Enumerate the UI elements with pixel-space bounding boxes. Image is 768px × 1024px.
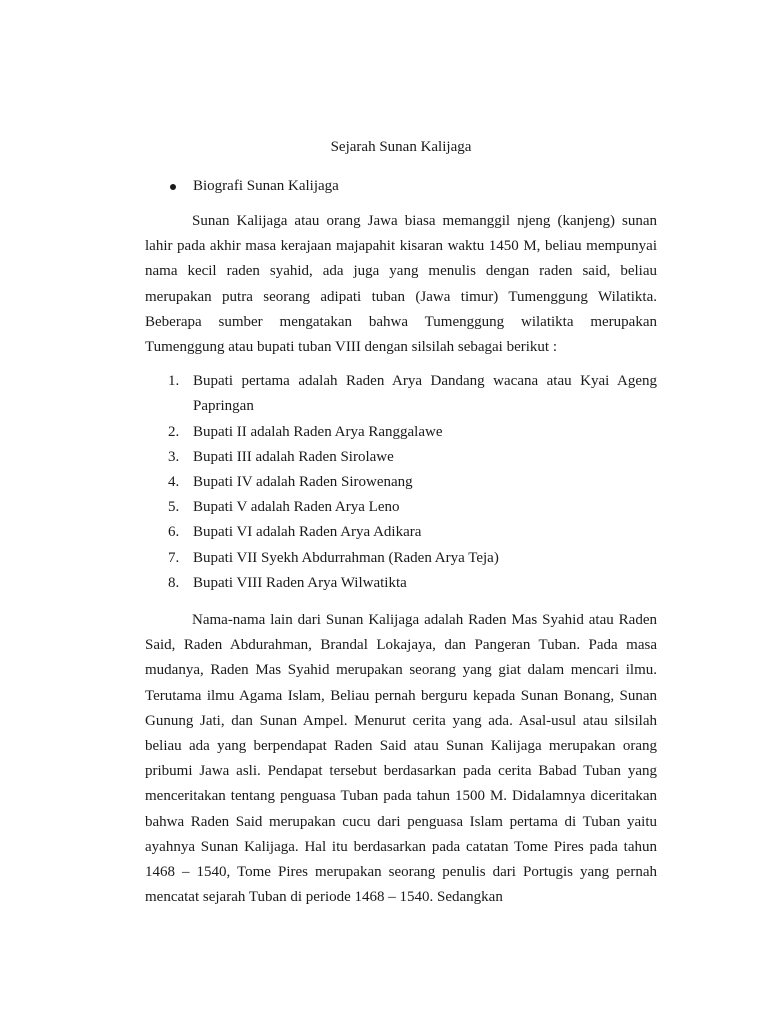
list-number: 1.: [168, 373, 180, 390]
list-item: [145, 369, 657, 419]
paragraph-names: Nama-nama lain dari Sunan Kalijaga adalah Raden Mas Syahid atau Raden Said, Raden Abdurahman, Brandal Lokajaya, dan Pangeran Tuban. Pada masa mudanya, Raden Mas Syahid merupakan seorang yang giat dalam mencari ilmu. Terutama ilmu Agama Islam, Beliau pernah berguru kepada Sunan Bonang, Sunan Gunung Jati, dan Sunan Ampel. Menurut cerita yang ada. Asal-usul atau silsilah beliau ada yang berpendapat Raden Said atau Sunan Kalijaga merupakan orang pribumi Jawa asli. Pendapat tersebut berdasarkan pada cerita Babad Tuban yang menceritakan tentang penguasa Tuban pada tahun 1500 M. Didalamnya diceritakan bahwa Raden Said merupakan cucu dari penguasa Islam pertama di Tuban yaitu ayahnya Sunan Kalijaga. Hal itu berdasarkan pada catatan Tome Pires pada tahun 1468 – 1540, Tome Pires merupakan seorang penulis dari Portugis yang pernah mencatat sejarah Tuban di periode 1468 – 1540. Sedangkan: [145, 612, 657, 906]
bupati-list: [145, 369, 657, 596]
list-item: [145, 495, 657, 520]
list-number: 5.: [168, 499, 180, 516]
list-item-text: Bupati VIII Raden Arya Wilwatikta: [193, 574, 407, 591]
list-item-text: Bupati III adalah Raden Sirolawe: [193, 448, 394, 465]
paragraph-intro: Sunan Kalijaga atau orang Jawa biasa memanggil njeng (kanjeng) sunan lahir pada akhir masa kerajaan majapahit kisaran waktu 1450 M, beliau mempunyai nama kecil raden syahid, ada juga yang menulis dengan raden said, beliau merupakan putra seorang adipati tuban (Jawa timur) Tumenggung Wilatikta. Beberapa sumber mengatakan bahwa Tumenggung wilatikta merupakan Tumenggung atau bupati tuban VIII dengan silsilah sebagai berikut :: [145, 213, 657, 356]
list-item-text: Bupati pertama adalah Raden Arya Dandang wacana atau Kyai Ageng Papringan: [193, 373, 657, 415]
list-item: [145, 546, 657, 571]
list-number: 6.: [168, 524, 180, 541]
list-number: 7.: [168, 549, 180, 566]
list-item-text: Bupati VII Syekh Abdurrahman (Raden Arya Teja): [193, 549, 499, 566]
list-item: [145, 420, 657, 445]
list-item-text: Bupati V adalah Raden Arya Leno: [193, 499, 400, 516]
list-item: [145, 571, 657, 596]
list-number: 8.: [168, 574, 180, 591]
list-item-text: Bupati IV adalah Raden Sirowenang: [193, 474, 413, 491]
list-item: [145, 445, 657, 470]
document-body: [145, 135, 657, 910]
list-number: 2.: [168, 423, 180, 440]
list-number: 4.: [168, 474, 180, 491]
list-item: [145, 470, 657, 495]
bullet-dot-icon: [170, 184, 176, 190]
list-item: [145, 520, 657, 545]
bullet-heading-text: Biografi Sunan Kalijaga: [193, 178, 339, 194]
list-number: 3.: [168, 448, 180, 465]
list-item-text: Bupati II adalah Raden Arya Ranggalawe: [193, 423, 443, 440]
bullet-heading: [145, 174, 657, 199]
list-item-text: Bupati VI adalah Raden Arya Adikara: [193, 524, 422, 541]
page-title: Sejarah Sunan Kalijaga: [330, 139, 472, 155]
